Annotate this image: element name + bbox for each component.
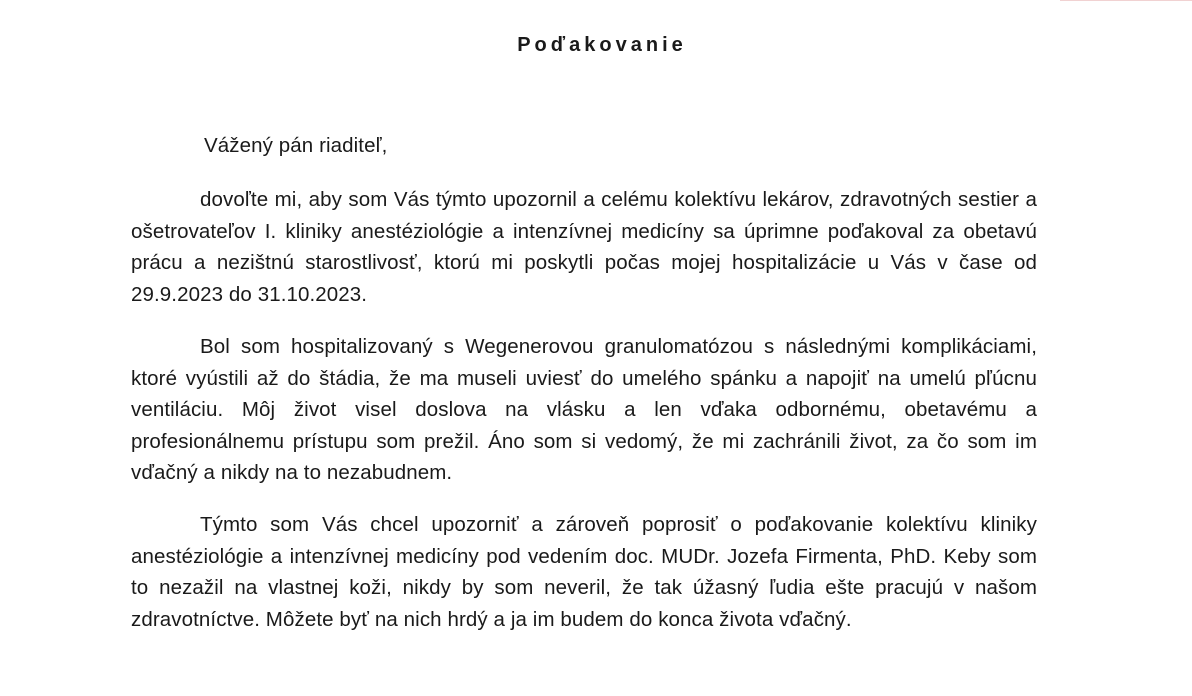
letter-salutation: Vážený pán riaditeľ, bbox=[204, 134, 388, 157]
letter-paragraph-hospitalization: Bol som hospitalizovaný s Wegenerovou granulomatózou s následnými komplikáciami, ktoré vyústili až do štádia, že ma museli uviesť do umelého spánku a napojiť na umelú pľúcnu ventiláciu. Môj život visel doslova na vlásku a len vďaka odbornému, obetavému a profesionálnemu prístupu som prežil. Áno som si vedomý, že mi zachránili život, za čo som im vďačný a nikdy na to nezabudnem. bbox=[131, 335, 1037, 484]
letter-paragraph-thanks: dovoľte mi, aby som Vás týmto upozornil a celému kolektívu lekárov, zdravotných sestier a ošetrovateľov I. kliniky anestéziológie a intenzívnej medicíny sa úprimne poďakoval za obetavú prácu a nezištnú starostlivosť, ktorú mi poskytli počas mojej hospitalizácie u Vás v čase od 29.9.2023 do 31.10.2023. bbox=[131, 188, 1037, 306]
letter-title: Poďakovanie bbox=[517, 34, 687, 56]
scan-edge-mark bbox=[1060, 0, 1192, 7]
letter-paragraph-request: Týmto som Vás chcel upozorniť a zároveň poprosiť o poďakovanie kolektívu kliniky anestéziológie a intenzívnej medicíny pod vedením doc. MUDr. Jozefa Firmenta, PhD. Keby som to nezažil na vlastnej koži, nikdy by som neveril, že tak úžasný ľudia ešte pracujú v našom zdravotníctve. Môžete byť na nich hrdý a ja im budem do konca života vďačný. bbox=[131, 513, 1037, 631]
